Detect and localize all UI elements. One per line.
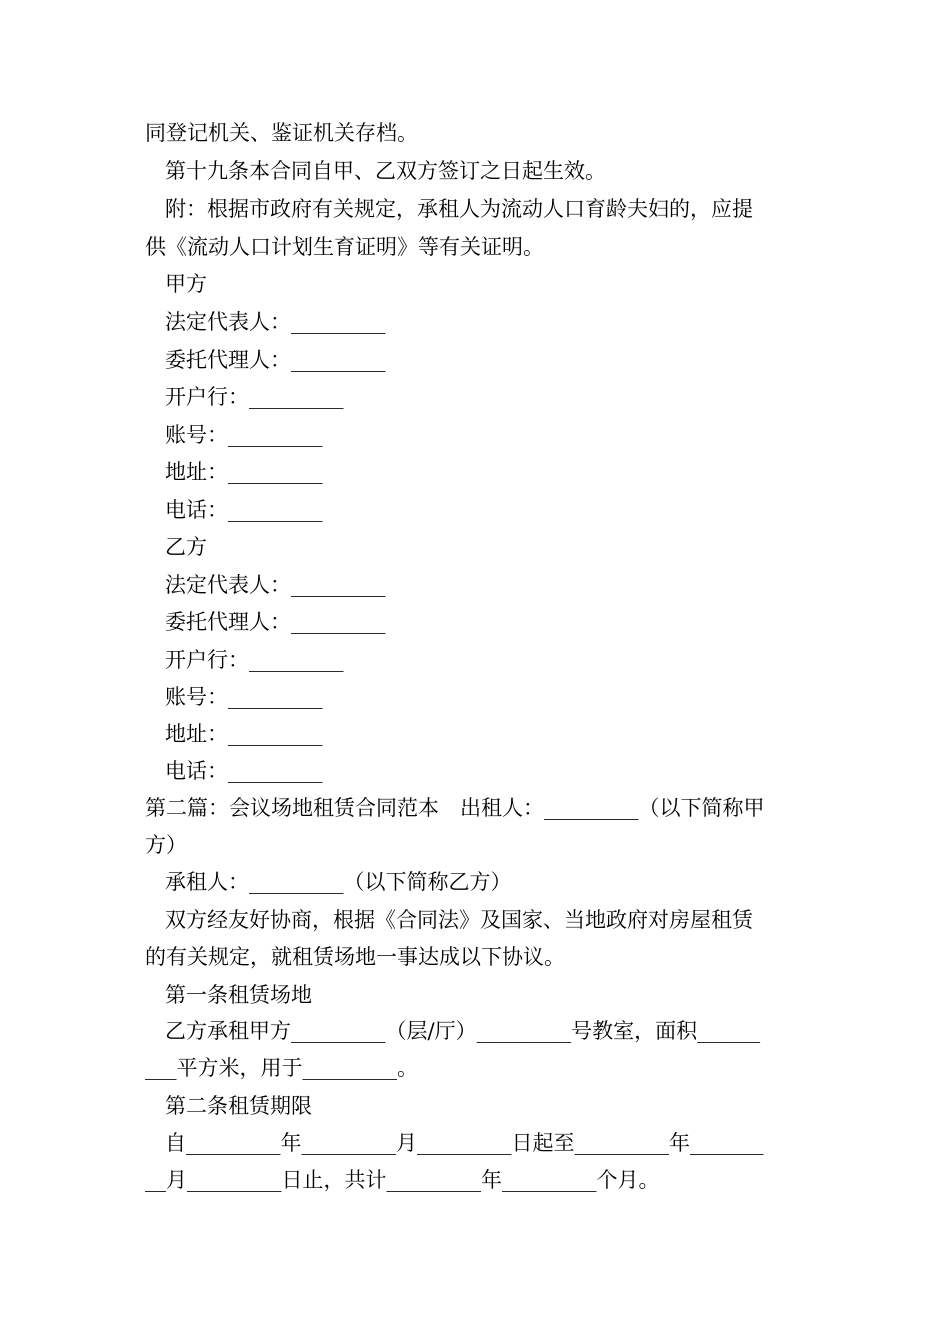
- text-line: 同登记机关、鉴证机关存档。: [145, 121, 418, 145]
- text-line: 法定代表人：_________: [165, 573, 386, 597]
- text-line: 法定代表人：_________: [165, 310, 386, 334]
- text-line: 电话：_________: [165, 498, 323, 522]
- text-line: 开户行：_________: [165, 648, 344, 672]
- party-a-heading: 甲方: [165, 272, 207, 296]
- text-line: 方）: [145, 833, 187, 857]
- text-line: 附：根据市政府有关规定，承租人为流动人口育龄夫妇的，应提: [165, 197, 753, 221]
- text-line: 账号：_________: [165, 685, 323, 709]
- text-line: 的有关规定，就租赁场地一事达成以下协议。: [145, 945, 565, 969]
- party-b-heading: 乙方: [165, 535, 207, 559]
- text-line: 地址：_________: [165, 722, 323, 746]
- text-line: 地址：_________: [165, 460, 323, 484]
- text-line: 第十九条本合同自甲、乙双方签订之日起生效。: [165, 159, 606, 183]
- text-line: 委托代理人：_________: [165, 610, 386, 634]
- text-line: 承租人：_________（以下简称乙方）: [165, 870, 512, 894]
- text-line: 乙方承租甲方_________（层/厅）_________号教室，面积______: [165, 1019, 761, 1043]
- section-heading: 第二篇：会议场地租赁合同范本 出租人：_________（以下简称甲: [145, 796, 765, 820]
- text-line: 供《流动人口计划生育证明》等有关证明。: [145, 235, 544, 259]
- text-line: 自_________年_________月_________日起至_________年_______: [165, 1131, 764, 1155]
- text-line: 账号：_________: [165, 423, 323, 447]
- article-heading: 第二条租赁期限: [165, 1094, 312, 1118]
- text-line: __月_________日止，共计_________年_________个月。: [145, 1168, 660, 1192]
- text-line: ___平方米，用于_________。: [145, 1056, 418, 1080]
- text-line: 电话：_________: [165, 759, 323, 783]
- text-line: 委托代理人：_________: [165, 348, 386, 372]
- text-line: 双方经友好协商，根据《合同法》及国家、当地政府对房屋租赁: [165, 908, 753, 932]
- article-heading: 第一条租赁场地: [165, 983, 312, 1007]
- text-line: 开户行：_________: [165, 385, 344, 409]
